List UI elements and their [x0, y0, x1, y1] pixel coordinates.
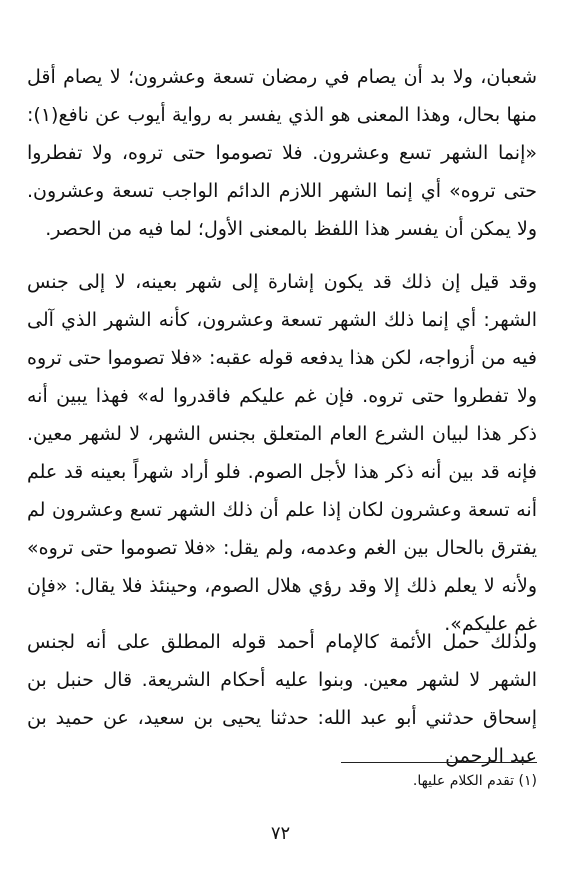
paragraph-3: ولذلك حمل الأئمة كالإمام أحمد قوله المطلق على أنه لجنس الشهر لا لشهر معين. وبنوا عليه أحكام الشريعة. قال حنبل بن إسحاق حدثني أبو عبد الله: حدثنا يحيى بن سعيد، عن حميد بن عبد الرحمن	[27, 631, 537, 767]
page-number: ٧٢	[270, 823, 291, 844]
footnote-divider	[341, 762, 537, 763]
paragraph-2: وقد قيل إن ذلك قد يكون إشارة إلى شهر بعينه، لا إلى جنس الشهر: أي إنما ذلك الشهر تسعة وعشرون، كأنه الشهر الذي آلى فيه من أزواجه، لكن هذا يدفعه قوله عقبه: «فلا تصوموا حتى تروه ولا تفطروا حتى تروه. فإن غم عليكم فاقدروا له» فهذا يبين أنه ذكر هذا لبيان الشرع العام المتعلق بجنس الشهر، لا لشهر معين. فإنه قد بين أنه ذكر هذا لأجل الصوم. فلو أراد شهراً بعينه قد علم أنه تسعة وعشرون لكان إذا علم أن ذلك الشهر تسع وعشرون لم يفترق بالحال بين الغم وعدمه، ولم يقل: «فلا تصوموا حتى تروه» ولأنه لا يعلم ذلك إلا وقد رؤي هلال الصوم، وحينئذ فلا يقال: «فإن غم عليكم».	[27, 271, 537, 635]
paragraph-1: شعبان، ولا بد أن يصام في رمضان تسعة وعشرون؛ لا يصام أقل منها بحال، وهذا المعنى هو الذي يفسر به رواية أيوب عن نافع(١): «إنما الشهر تسع وعشرون. فلا تصوموا حتى تروه، ولا تفطروا حتى تروه» أي إنما الشهر اللازم الدائم الواجب تسعة وعشرون. ولا يمكن أن يفسر هذا اللفظ بالمعنى الأول؛ لما فيه من الحصر.	[27, 66, 537, 240]
footnote: (١) تقدم الكلام عليها.	[412, 773, 537, 789]
